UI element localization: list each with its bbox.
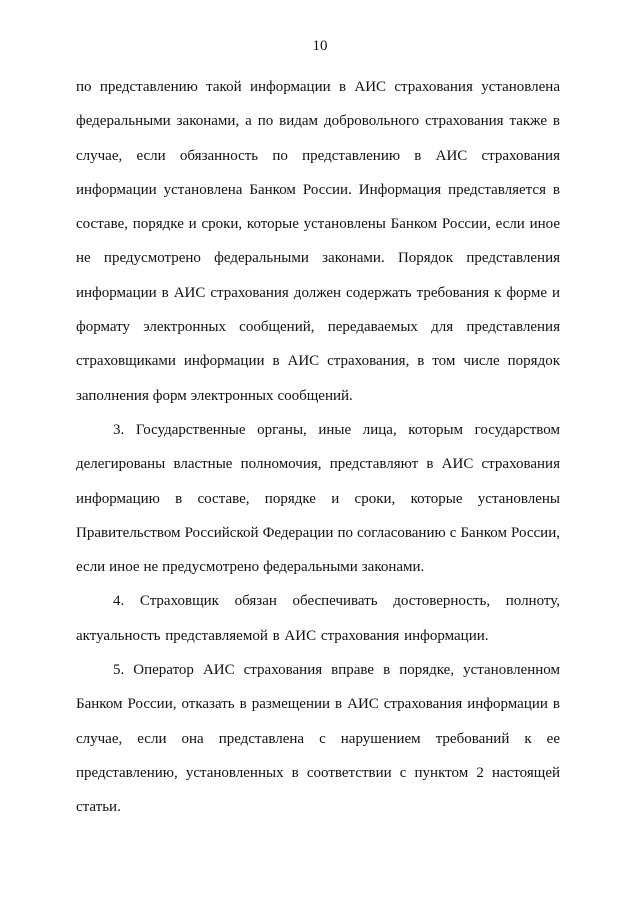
paragraph-continuation: по представлению такой информации в АИС страхования установлена федеральными законами, а по видам добровольного страхования также в случае, если обязанность по представлению в АИС страхования информации установлена Банком России. Информация представляется в составе, порядке и сроки, которые установлены Банком России, если иное не предусмотрено федеральными законами. Порядок представления информации в АИС страхования должен содержать требования к форме и формату электронных сообщений, передаваемых для представления страховщиками информации в АИС страхования, в том числе порядок заполнения форм электронных сообщений. (76, 79, 560, 404)
page-number: 10 (312, 38, 328, 54)
paragraph-item-5: 5. Оператор АИС страхования вправе в порядке, установленном Банком России, отказать в размещении в АИС страхования информации в случае, если она представлена с нарушением требований к ее представлению, установленных в соответствии с пунктом 2 настоящей статьи. (76, 662, 560, 816)
document-body (76, 70, 560, 825)
paragraph-item-3: 3. Государственные органы, иные лица, которым государством делегированы властные полномочия, представляют в АИС страхования информацию в составе, порядке и сроки, которые установлены Правительством Российской Федерации по согласованию с Банком России, если иное не предусмотрено федеральными законами. (76, 421, 560, 576)
paragraph-item-4: 4. Страховщик обязан обеспечивать достоверность, полноту, актуальность представляемой в АИС страхования информации. (76, 593, 560, 644)
